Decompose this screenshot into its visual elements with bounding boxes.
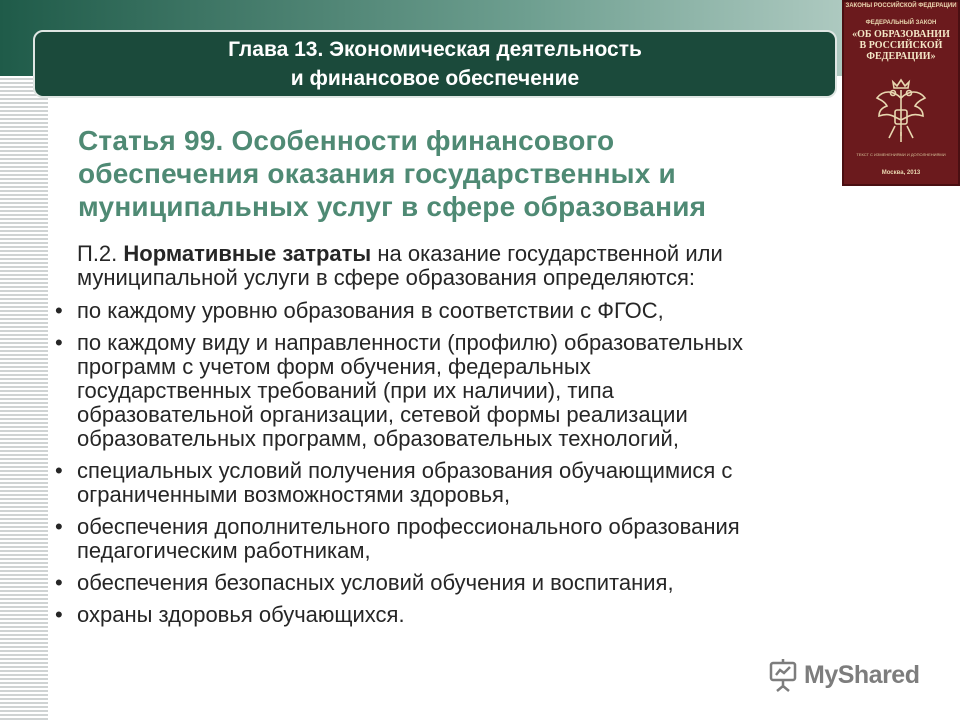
bullet-icon: •	[55, 458, 63, 483]
presentation-icon	[768, 658, 798, 692]
left-decorative-stripes	[0, 0, 48, 720]
bullet-icon: •	[55, 298, 63, 323]
intro-line-2: муниципальной услуги в сфере образования определяются:	[77, 265, 696, 290]
article-title	[78, 124, 868, 223]
list-item-line: обеспечения безопасных условий обучения и воспитания,	[77, 570, 674, 595]
list-item	[55, 515, 905, 563]
list-item-line: по каждому виду и направленности (профилю) образовательных	[77, 330, 744, 355]
intro-line-1	[77, 242, 905, 266]
myshared-watermark[interactable]	[768, 655, 938, 695]
bullet-icon: •	[55, 514, 63, 539]
list-item-line: обеспечения дополнительного профессионального образования	[77, 514, 740, 539]
article-body	[55, 242, 905, 635]
list-item	[55, 459, 905, 507]
list-item	[55, 299, 905, 323]
list-item-line: по каждому уровню образования в соответствии с ФГОС,	[77, 298, 664, 323]
list-item-line: ограниченными возможностями здоровья,	[77, 482, 511, 507]
list-item	[55, 331, 905, 451]
chapter-header-line-1: Глава 13. Экономическая деятельность	[228, 38, 642, 61]
list-item-line: программ с учетом форм обучения, федеральных	[77, 354, 591, 379]
book-series-text: ЗАКОНЫ РОССИЙСКОЙ ФЕДЕРАЦИИ	[845, 3, 957, 9]
list-item-line: государственных требований (при их наличии), типа	[77, 378, 614, 403]
book-title-line: ФЕДЕРАЦИИ»	[866, 51, 936, 62]
book-subtitle: ТЕКСТ С ИЗМЕНЕНИЯМИ И ДОПОЛНЕНИЯМИ	[856, 152, 946, 157]
intro-paragraph	[55, 242, 905, 290]
list-item-line: охраны здоровья обучающихся.	[77, 602, 405, 627]
bullet-icon: •	[55, 570, 63, 595]
watermark-text: MyShared	[804, 660, 920, 689]
article-title-line: муниципальных услуг в сфере образования	[78, 191, 707, 222]
list-item-line: образовательных программ, образовательных технологий,	[77, 426, 679, 451]
intro-prefix: П.2.	[77, 241, 124, 266]
intro-bold-term: Нормативные затраты	[123, 241, 372, 266]
article-title-line: обеспечения оказания государственных и	[78, 158, 676, 189]
bullet-icon: •	[55, 330, 63, 355]
book-law-label: ФЕДЕРАЛЬНЫЙ ЗАКОН	[865, 20, 937, 26]
double-headed-eagle-emblem-icon	[871, 76, 931, 146]
book-title	[848, 29, 954, 62]
book-title-line: «ОБ ОБРАЗОВАНИИ	[852, 29, 950, 40]
list-item-line: специальных условий получения образования обучающимися с	[77, 458, 733, 483]
book-place-year: Москва, 2013	[881, 170, 921, 176]
chapter-header-line-2: и финансовое обеспечение	[290, 67, 580, 90]
chapter-header	[33, 30, 837, 98]
intro-rest: на оказание государственной или	[371, 241, 723, 266]
list-item	[55, 603, 905, 627]
list-item-line: педагогическим работникам,	[77, 538, 371, 563]
list-item-line: образовательной организации, сетевой формы реализации	[77, 402, 688, 427]
article-title-line: Статья 99. Особенности финансового	[78, 125, 615, 156]
bullet-icon: •	[55, 602, 63, 627]
book-title-line: В РОССИЙСКОЙ	[859, 40, 943, 51]
list-item	[55, 571, 905, 595]
